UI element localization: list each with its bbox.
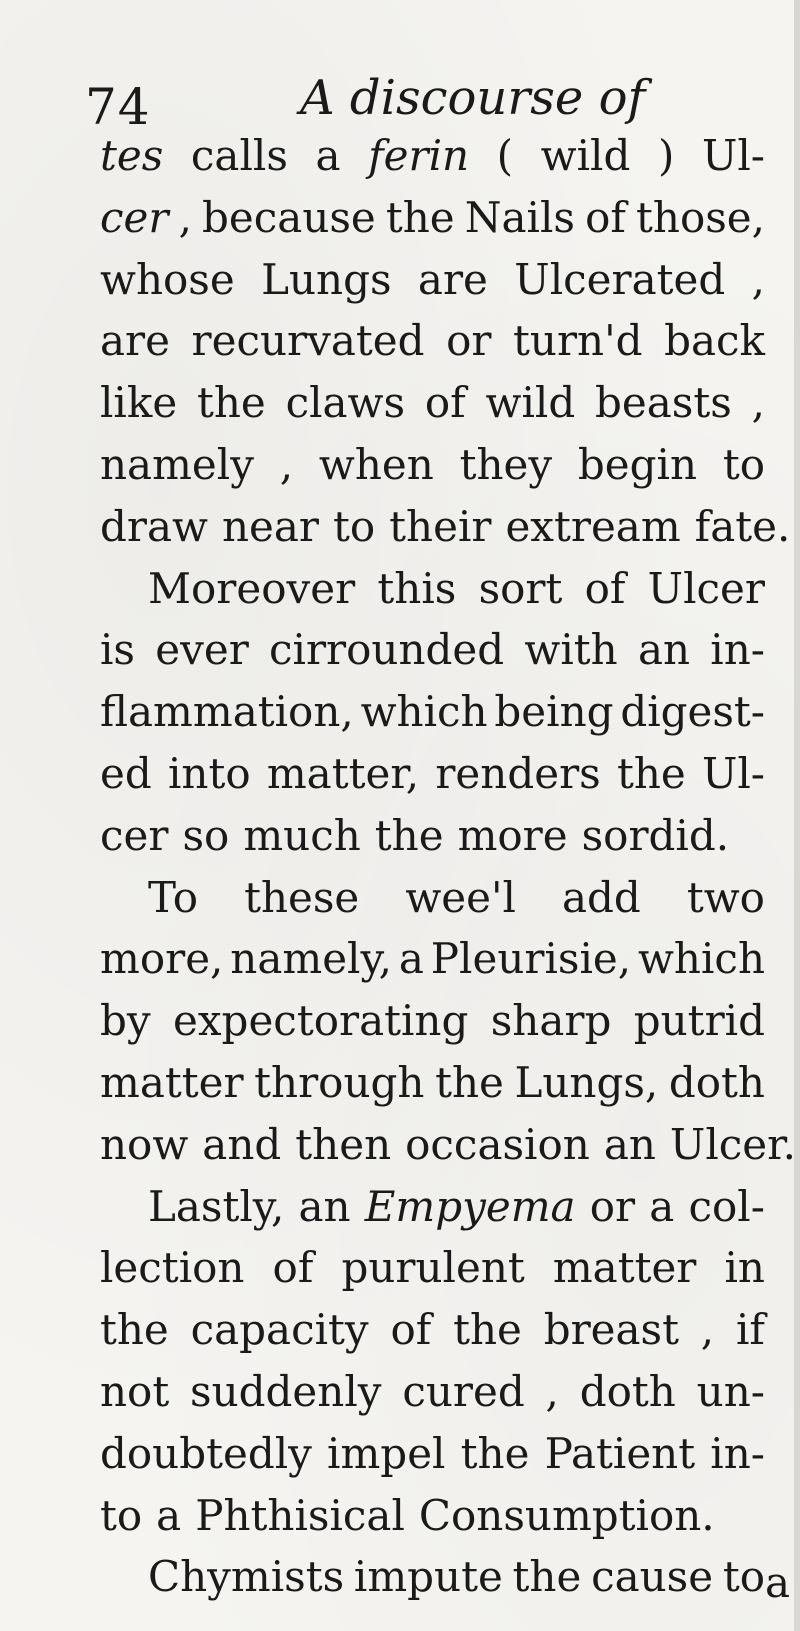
word: Nails bbox=[464, 192, 575, 242]
word: draw bbox=[100, 501, 208, 551]
word: in- bbox=[710, 625, 765, 675]
text-line bbox=[100, 1361, 765, 1423]
text-line bbox=[100, 1176, 765, 1238]
word: into bbox=[167, 748, 251, 798]
word: this bbox=[377, 563, 457, 613]
word: Ulcerated bbox=[514, 254, 726, 304]
word: more bbox=[457, 810, 568, 860]
text-line bbox=[100, 1546, 765, 1608]
word: when bbox=[318, 439, 434, 489]
word: Lastly, bbox=[148, 1181, 285, 1231]
word: not bbox=[100, 1366, 170, 1416]
word: , bbox=[751, 378, 765, 428]
word: ) bbox=[657, 131, 675, 180]
word: Pleurisie, bbox=[430, 934, 632, 984]
text-line bbox=[100, 249, 765, 311]
word: impute bbox=[353, 1552, 503, 1602]
word: occasion bbox=[405, 1119, 590, 1169]
text-line bbox=[100, 496, 791, 558]
text-line bbox=[100, 990, 765, 1052]
word: are bbox=[100, 316, 170, 366]
word: putrid bbox=[633, 996, 765, 1046]
word: , bbox=[700, 1305, 715, 1355]
word: an bbox=[637, 625, 691, 675]
text-line bbox=[100, 187, 765, 249]
word: which bbox=[360, 687, 488, 737]
word: , bbox=[178, 192, 192, 242]
word: digest- bbox=[620, 687, 765, 737]
word: namely bbox=[100, 439, 254, 489]
word: renders bbox=[435, 748, 601, 798]
word: so bbox=[182, 810, 230, 860]
word: fate. bbox=[694, 501, 791, 551]
word: ferin bbox=[368, 131, 470, 180]
word: the bbox=[100, 1305, 169, 1355]
word: matter bbox=[100, 1057, 244, 1107]
word: cirrounded bbox=[269, 625, 505, 675]
word: a bbox=[398, 934, 424, 984]
word: in bbox=[724, 1243, 765, 1293]
word: of bbox=[584, 563, 626, 613]
body-text bbox=[100, 125, 796, 1608]
text-line bbox=[100, 1485, 765, 1547]
word: and bbox=[202, 1119, 282, 1169]
word: being bbox=[494, 687, 614, 737]
word: is bbox=[100, 625, 135, 675]
word: of bbox=[390, 1305, 432, 1355]
word: sharp bbox=[490, 996, 612, 1046]
page-number: 74 bbox=[85, 78, 151, 136]
word: un- bbox=[696, 1366, 765, 1416]
word: the bbox=[453, 1305, 522, 1355]
text-line bbox=[100, 681, 765, 743]
word: Ul- bbox=[701, 131, 765, 180]
word: to bbox=[722, 1552, 765, 1602]
word: beasts bbox=[595, 378, 732, 428]
word: because bbox=[202, 192, 376, 242]
text-line bbox=[100, 805, 765, 867]
word: Moreover bbox=[148, 563, 356, 613]
word: ( bbox=[496, 131, 514, 180]
word: of bbox=[585, 192, 626, 242]
word: claws bbox=[285, 378, 406, 428]
word: expectorating bbox=[173, 996, 469, 1046]
word: cer bbox=[100, 810, 169, 860]
word: Lungs bbox=[261, 254, 392, 304]
word: cause bbox=[591, 1552, 714, 1602]
word: to bbox=[332, 501, 376, 551]
word: namely, bbox=[230, 934, 392, 984]
word: to bbox=[722, 439, 765, 489]
word: these bbox=[244, 872, 360, 922]
word: of bbox=[424, 378, 466, 428]
word: doth bbox=[668, 1057, 765, 1107]
word: with bbox=[524, 625, 618, 675]
word: by bbox=[100, 996, 151, 1046]
word: wild bbox=[485, 378, 576, 428]
word: of bbox=[272, 1243, 314, 1293]
word: Phthisical bbox=[195, 1490, 405, 1540]
word: doubtedly bbox=[100, 1428, 312, 1478]
word: are bbox=[417, 254, 488, 304]
word: much bbox=[243, 810, 361, 860]
word: Consumption. bbox=[418, 1490, 715, 1540]
text-line bbox=[100, 125, 765, 187]
text-line bbox=[100, 867, 765, 929]
word: col- bbox=[688, 1181, 765, 1231]
text-line bbox=[100, 434, 765, 496]
word: doth bbox=[579, 1366, 676, 1416]
page-edge bbox=[794, 0, 800, 1631]
word: sort bbox=[478, 563, 563, 613]
word: suddenly bbox=[190, 1366, 382, 1416]
word: sordid. bbox=[581, 810, 730, 860]
word: impel bbox=[327, 1428, 446, 1478]
word: Ulcer. bbox=[669, 1119, 796, 1169]
word: ever bbox=[155, 625, 249, 675]
word: which bbox=[637, 934, 765, 984]
word: add bbox=[561, 872, 641, 922]
word: Chymists bbox=[148, 1552, 345, 1602]
word: to bbox=[100, 1490, 143, 1540]
text-line bbox=[100, 1052, 765, 1114]
word: the bbox=[616, 748, 686, 798]
word: matter, bbox=[266, 748, 420, 798]
word: Patient bbox=[544, 1428, 696, 1478]
word: or bbox=[446, 316, 492, 366]
word: two bbox=[686, 872, 765, 922]
word: in- bbox=[710, 1428, 765, 1478]
word: like bbox=[100, 378, 178, 428]
text-line bbox=[100, 1423, 765, 1485]
text-line bbox=[100, 928, 765, 990]
word: near bbox=[221, 501, 319, 551]
word: flammation, bbox=[100, 687, 354, 737]
text-line bbox=[100, 1299, 765, 1361]
word: they bbox=[459, 439, 553, 489]
word: more, bbox=[100, 934, 224, 984]
text-line bbox=[100, 619, 765, 681]
word: , bbox=[545, 1366, 559, 1416]
word: Empyema bbox=[364, 1181, 576, 1231]
word: then bbox=[295, 1119, 392, 1169]
word: their bbox=[389, 501, 492, 551]
word: extream bbox=[505, 501, 681, 551]
word: an bbox=[603, 1119, 656, 1169]
text-line bbox=[100, 310, 765, 372]
word: lection bbox=[100, 1243, 245, 1293]
word: wild bbox=[540, 131, 631, 180]
word: back bbox=[664, 316, 765, 366]
word: purulent bbox=[341, 1243, 525, 1293]
catchword: a bbox=[764, 1558, 790, 1607]
word: the bbox=[385, 192, 455, 242]
text-line bbox=[100, 743, 765, 805]
word: calls bbox=[190, 131, 288, 180]
word: To bbox=[148, 872, 199, 922]
word: the bbox=[196, 378, 266, 428]
word: Lungs, bbox=[514, 1057, 659, 1107]
word: , bbox=[751, 254, 765, 304]
word: whose bbox=[100, 254, 235, 304]
word: if bbox=[735, 1305, 765, 1355]
word: the bbox=[374, 810, 444, 860]
word: now bbox=[100, 1119, 189, 1169]
text-line bbox=[100, 372, 765, 434]
word: capacity bbox=[190, 1305, 369, 1355]
text-line bbox=[100, 1114, 796, 1176]
word: a bbox=[649, 1181, 675, 1231]
word: the bbox=[435, 1057, 504, 1107]
word: begin bbox=[577, 439, 698, 489]
word: breast bbox=[543, 1305, 679, 1355]
word: recurvated bbox=[191, 316, 425, 366]
word: or bbox=[589, 1181, 636, 1231]
word: a bbox=[315, 131, 341, 180]
word: the bbox=[512, 1552, 582, 1602]
text-line bbox=[100, 1237, 765, 1299]
word: cured bbox=[402, 1366, 525, 1416]
word: wee'l bbox=[405, 872, 516, 922]
word: matter bbox=[552, 1243, 697, 1293]
text-line bbox=[100, 558, 765, 620]
word: cer bbox=[100, 192, 169, 242]
word: Ul- bbox=[701, 748, 765, 798]
word: a bbox=[156, 1490, 182, 1540]
word: , bbox=[279, 439, 294, 489]
word: an bbox=[298, 1181, 351, 1231]
word: ed bbox=[100, 748, 152, 798]
word: through bbox=[254, 1057, 425, 1107]
word: Ulcer bbox=[647, 563, 765, 613]
word: turn'd bbox=[513, 316, 643, 366]
word: tes bbox=[100, 131, 164, 180]
word: the bbox=[460, 1428, 530, 1478]
word: those, bbox=[636, 192, 765, 242]
running-title: A discourse of bbox=[300, 70, 646, 126]
